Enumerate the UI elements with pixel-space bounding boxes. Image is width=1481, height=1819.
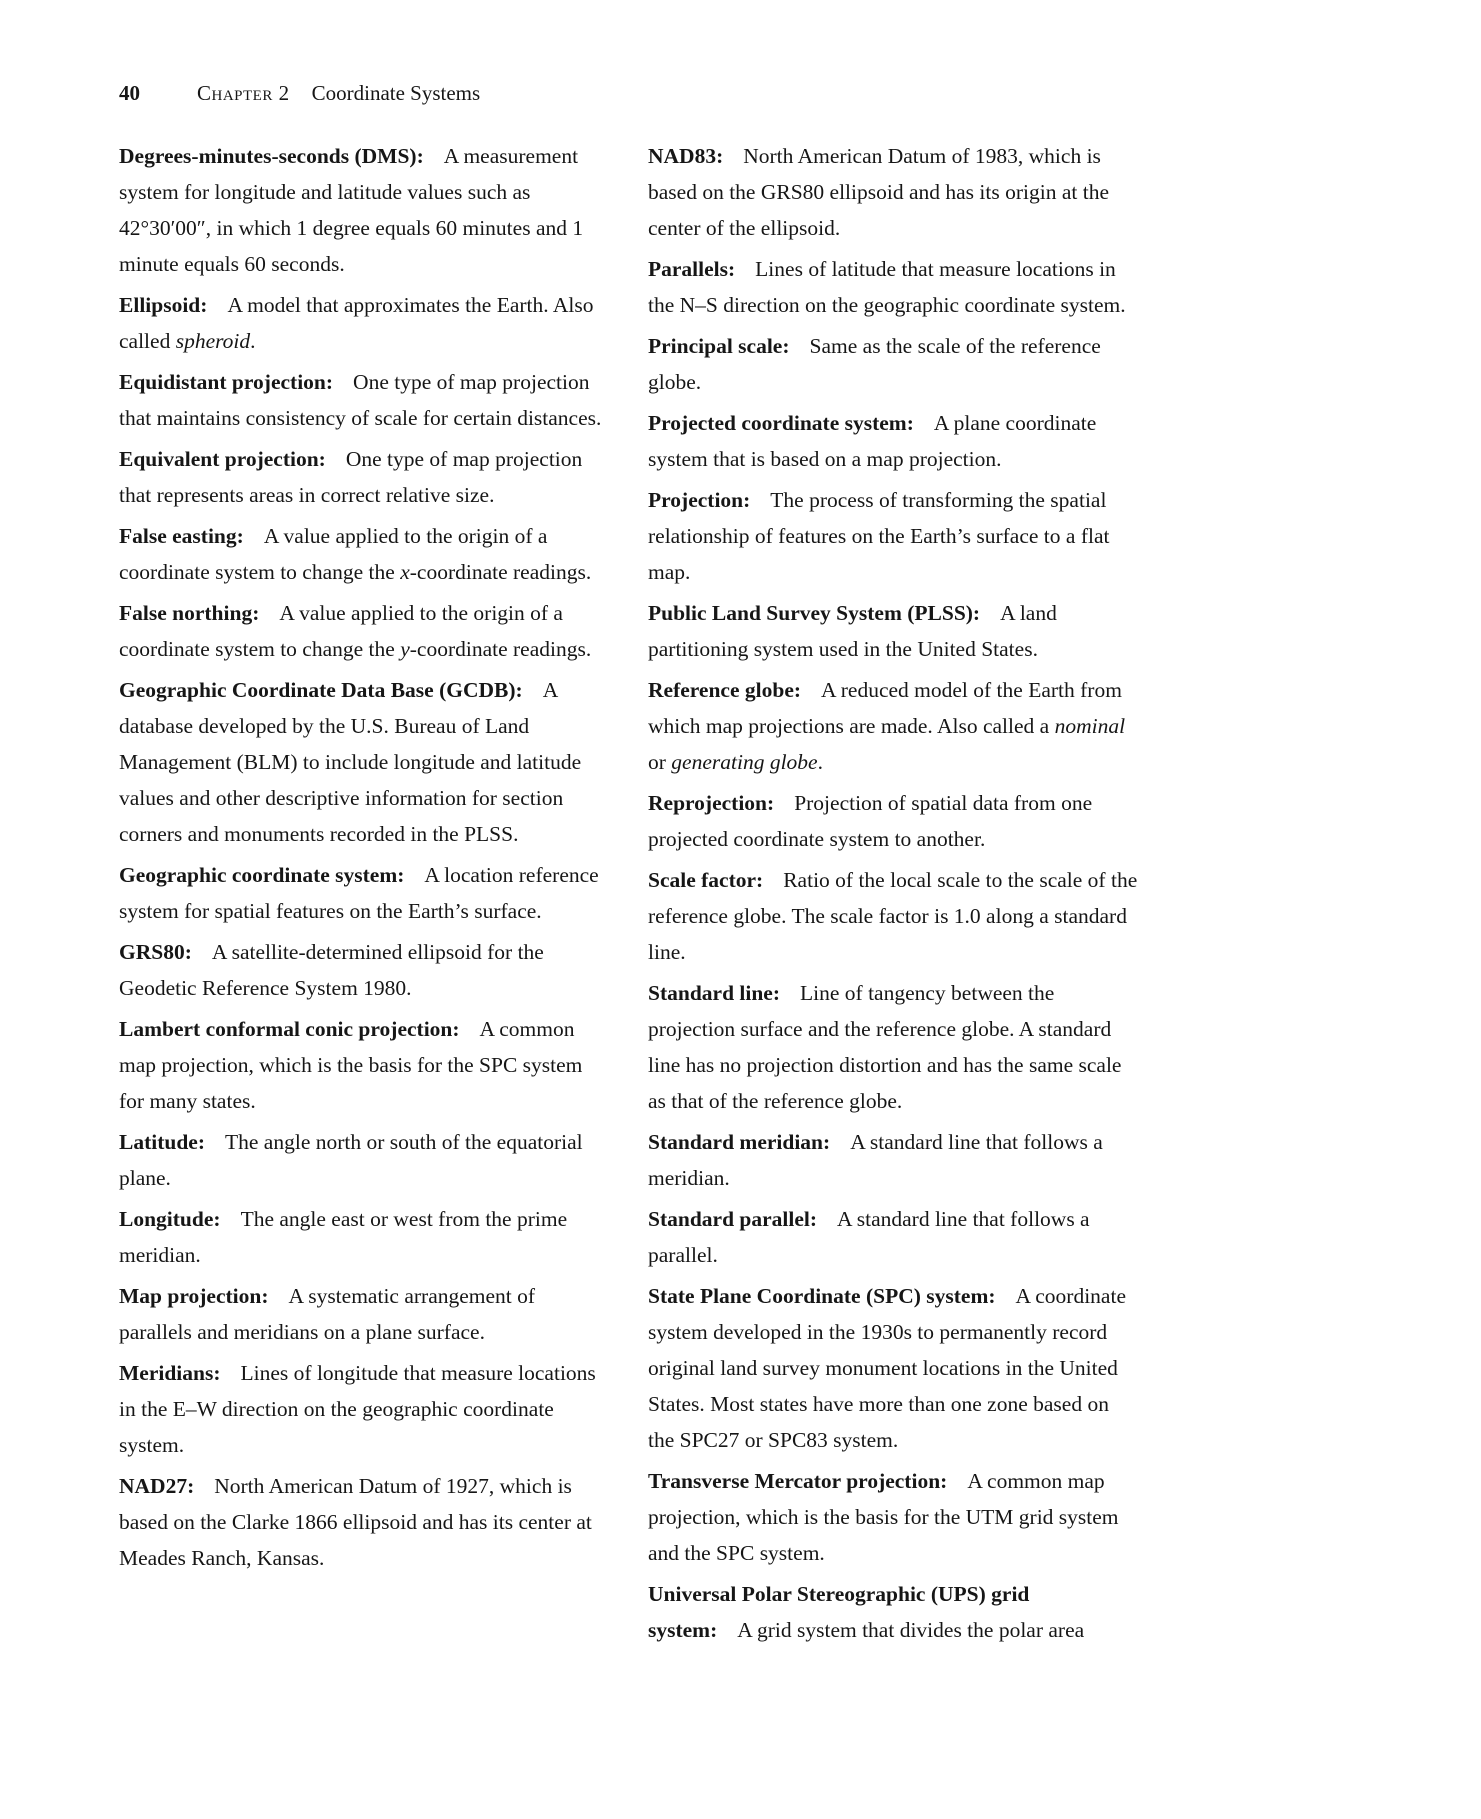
glossary-column-left — [119, 138, 609, 1581]
glossary-entry — [648, 1576, 1138, 1648]
glossary-definition-italic: generating globe — [671, 750, 818, 774]
glossary-definition-text: A value applied to the origin of a coordinate system to change the — [119, 601, 563, 661]
glossary-definition-text: The process of transforming the spatial relationship of features on the Earth’s surface to a flat map. — [648, 488, 1110, 584]
glossary-term: Standard parallel: — [648, 1207, 818, 1231]
glossary-entry — [648, 1201, 1138, 1273]
running-head — [119, 80, 480, 106]
glossary-term: Meridians: — [119, 1361, 221, 1385]
glossary-term: False northing: — [119, 601, 260, 625]
glossary-definition-text: A standard line that follows a meridian. — [648, 1130, 1103, 1190]
glossary-entry — [648, 405, 1138, 477]
glossary-term: NAD27: — [119, 1474, 195, 1498]
glossary-entry — [648, 862, 1138, 970]
glossary-definition-text: . — [250, 329, 256, 353]
glossary-definition-italic: nominal — [1054, 714, 1126, 738]
glossary-term: Ellipsoid: — [119, 293, 208, 317]
glossary-term: Reprojection: — [648, 791, 775, 815]
glossary-definition-text: Lines of longitude that measure locations in the E–W direction on the geographic coordinate system. — [119, 1361, 596, 1457]
glossary-entry — [119, 934, 609, 1006]
glossary-term: Parallels: — [648, 257, 736, 281]
glossary-definition-text: North American Datum of 1983, which is based on the GRS80 ellipsoid and has its origin at the center of the ellipsoid. — [648, 144, 1110, 240]
glossary-entry — [119, 1124, 609, 1196]
glossary-entry — [119, 441, 609, 513]
glossary-definition-italic: y — [400, 637, 410, 661]
glossary-term: Projected coordinate system: — [648, 411, 914, 435]
glossary-definition-text: North American Datum of 1927, which is based on the Clarke 1866 ellipsoid and has its center at Meades Ranch, Kansas. — [119, 1474, 592, 1570]
glossary-definition-text: A grid system that divides the polar area — [737, 1618, 1085, 1642]
glossary-definition-text: A common map projection, which is the basis for the UTM grid system and the SPC system. — [648, 1469, 1119, 1565]
glossary-columns — [119, 138, 1138, 1653]
glossary-definition-italic: spheroid — [175, 329, 251, 353]
glossary-term: Transverse Mercator projection: — [648, 1469, 948, 1493]
glossary-definition-text: A standard line that follows a parallel. — [648, 1207, 1090, 1267]
glossary-entry — [119, 857, 609, 929]
glossary-entry — [119, 595, 609, 667]
glossary-definition-text: A coordinate system developed in the 1930s to permanently record original land survey monument locations in the United States. Most states have more than one zone based on the SPC27 or SPC83 system. — [648, 1284, 1126, 1452]
glossary-definition-text: A measurement system for longitude and latitude values such as 42°30′00″, in which 1 degree equals 60 minutes and 1 minute equals 60 seconds. — [119, 144, 584, 276]
glossary-entry — [648, 672, 1138, 780]
glossary-term: Map projection: — [119, 1284, 269, 1308]
glossary-definition-text: A location reference system for spatial features on the Earth’s surface. — [119, 863, 599, 923]
glossary-term: Geographic Coordinate Data Base (GCDB): — [119, 678, 523, 702]
glossary-definition-text: A land partitioning system used in the United States. — [648, 601, 1057, 661]
chapter-title: Coordinate Systems — [311, 81, 481, 105]
glossary-term: Degrees-minutes-seconds (DMS): — [119, 144, 424, 168]
glossary-entry — [119, 1278, 609, 1350]
glossary-definition-text: A reduced model of the Earth from which map projections are made. Also called a — [648, 678, 1122, 738]
glossary-definition-text: The angle north or south of the equatorial plane. — [119, 1130, 583, 1190]
glossary-definition-text: Projection of spatial data from one projected coordinate system to another. — [648, 791, 1093, 851]
glossary-term: Reference globe: — [648, 678, 802, 702]
glossary-definition-text: A database developed by the U.S. Bureau of Land Management (BLM) to include longitude and latitude values and other descriptive information for section corners and monuments recorded in the PLSS. — [119, 678, 582, 846]
glossary-entry — [648, 975, 1138, 1119]
glossary-definition-text: A common map projection, which is the basis for the SPC system for many states. — [119, 1017, 583, 1113]
glossary-entry — [119, 1201, 609, 1273]
glossary-definition-text: Ratio of the local scale to the scale of the reference globe. The scale factor is 1.0 along a standard line. — [648, 868, 1138, 964]
glossary-definition-text: A systematic arrangement of parallels and meridians on a plane surface. — [119, 1284, 536, 1344]
glossary-term: False easting: — [119, 524, 244, 548]
glossary-entry — [119, 138, 609, 282]
glossary-entry — [648, 1463, 1138, 1571]
glossary-term: Principal scale: — [648, 334, 790, 358]
glossary-definition-text: One type of map projection that represents areas in correct relative size. — [119, 447, 583, 507]
glossary-term: Geographic coordinate system: — [119, 863, 405, 887]
glossary-term: Standard meridian: — [648, 1130, 831, 1154]
glossary-definition-text: Line of tangency between the projection surface and the reference globe. A standard line has no projection distortion and has the same scale as that of the reference globe. — [648, 981, 1122, 1113]
glossary-term: GRS80: — [119, 940, 192, 964]
glossary-entry — [119, 1468, 609, 1576]
glossary-definition-text: Lines of latitude that measure locations in the N–S direction on the geographic coordinate system. — [648, 257, 1126, 317]
glossary-definition-text: A model that approximates the Earth. Also called — [119, 293, 594, 353]
glossary-definition-italic: x — [400, 560, 410, 584]
glossary-term: Standard line: — [648, 981, 781, 1005]
glossary-entry — [648, 595, 1138, 667]
glossary-definition-text: -coordinate readings. — [409, 560, 592, 584]
glossary-term: Longitude: — [119, 1207, 221, 1231]
glossary-entry — [119, 287, 609, 359]
glossary-entry — [119, 364, 609, 436]
glossary-entry — [648, 1124, 1138, 1196]
glossary-definition-text: Same as the scale of the reference globe. — [648, 334, 1101, 394]
chapter-label: Chapter 2 — [197, 81, 290, 105]
glossary-term: Scale factor: — [648, 868, 764, 892]
glossary-definition-text: One type of map projection that maintains consistency of scale for certain distances. — [119, 370, 602, 430]
glossary-entry — [648, 1278, 1138, 1458]
glossary-definition-text: -coordinate readings. — [409, 637, 592, 661]
glossary-term: Equivalent projection: — [119, 447, 326, 471]
glossary-entry — [648, 785, 1138, 857]
glossary-entry — [119, 672, 609, 852]
glossary-definition-text: . — [817, 750, 823, 774]
glossary-column-right — [648, 138, 1138, 1653]
glossary-term: Equidistant projection: — [119, 370, 334, 394]
glossary-entry — [648, 482, 1138, 590]
glossary-term: Public Land Survey System (PLSS): — [648, 601, 981, 625]
page-number: 40 — [119, 81, 140, 105]
glossary-entry — [648, 138, 1138, 246]
glossary-term: Universal Polar Stereographic (UPS) grid system: — [648, 1582, 1030, 1642]
glossary-definition-text: or — [648, 750, 672, 774]
glossary-entry — [648, 328, 1138, 400]
glossary-entry — [119, 1355, 609, 1463]
glossary-term: Projection: — [648, 488, 751, 512]
glossary-definition-text: A satellite-determined ellipsoid for the Geodetic Reference System 1980. — [119, 940, 544, 1000]
glossary-term: NAD83: — [648, 144, 724, 168]
glossary-definition-text: A value applied to the origin of a coordinate system to change the — [119, 524, 548, 584]
glossary-definition-text: A plane coordinate system that is based on a map projection. — [648, 411, 1097, 471]
glossary-entry — [119, 1011, 609, 1119]
glossary-entry — [648, 251, 1138, 323]
glossary-term: Lambert conformal conic projection: — [119, 1017, 460, 1041]
glossary-term: State Plane Coordinate (SPC) system: — [648, 1284, 996, 1308]
glossary-term: Latitude: — [119, 1130, 205, 1154]
glossary-entry — [119, 518, 609, 590]
glossary-definition-text: The angle east or west from the prime meridian. — [119, 1207, 568, 1267]
